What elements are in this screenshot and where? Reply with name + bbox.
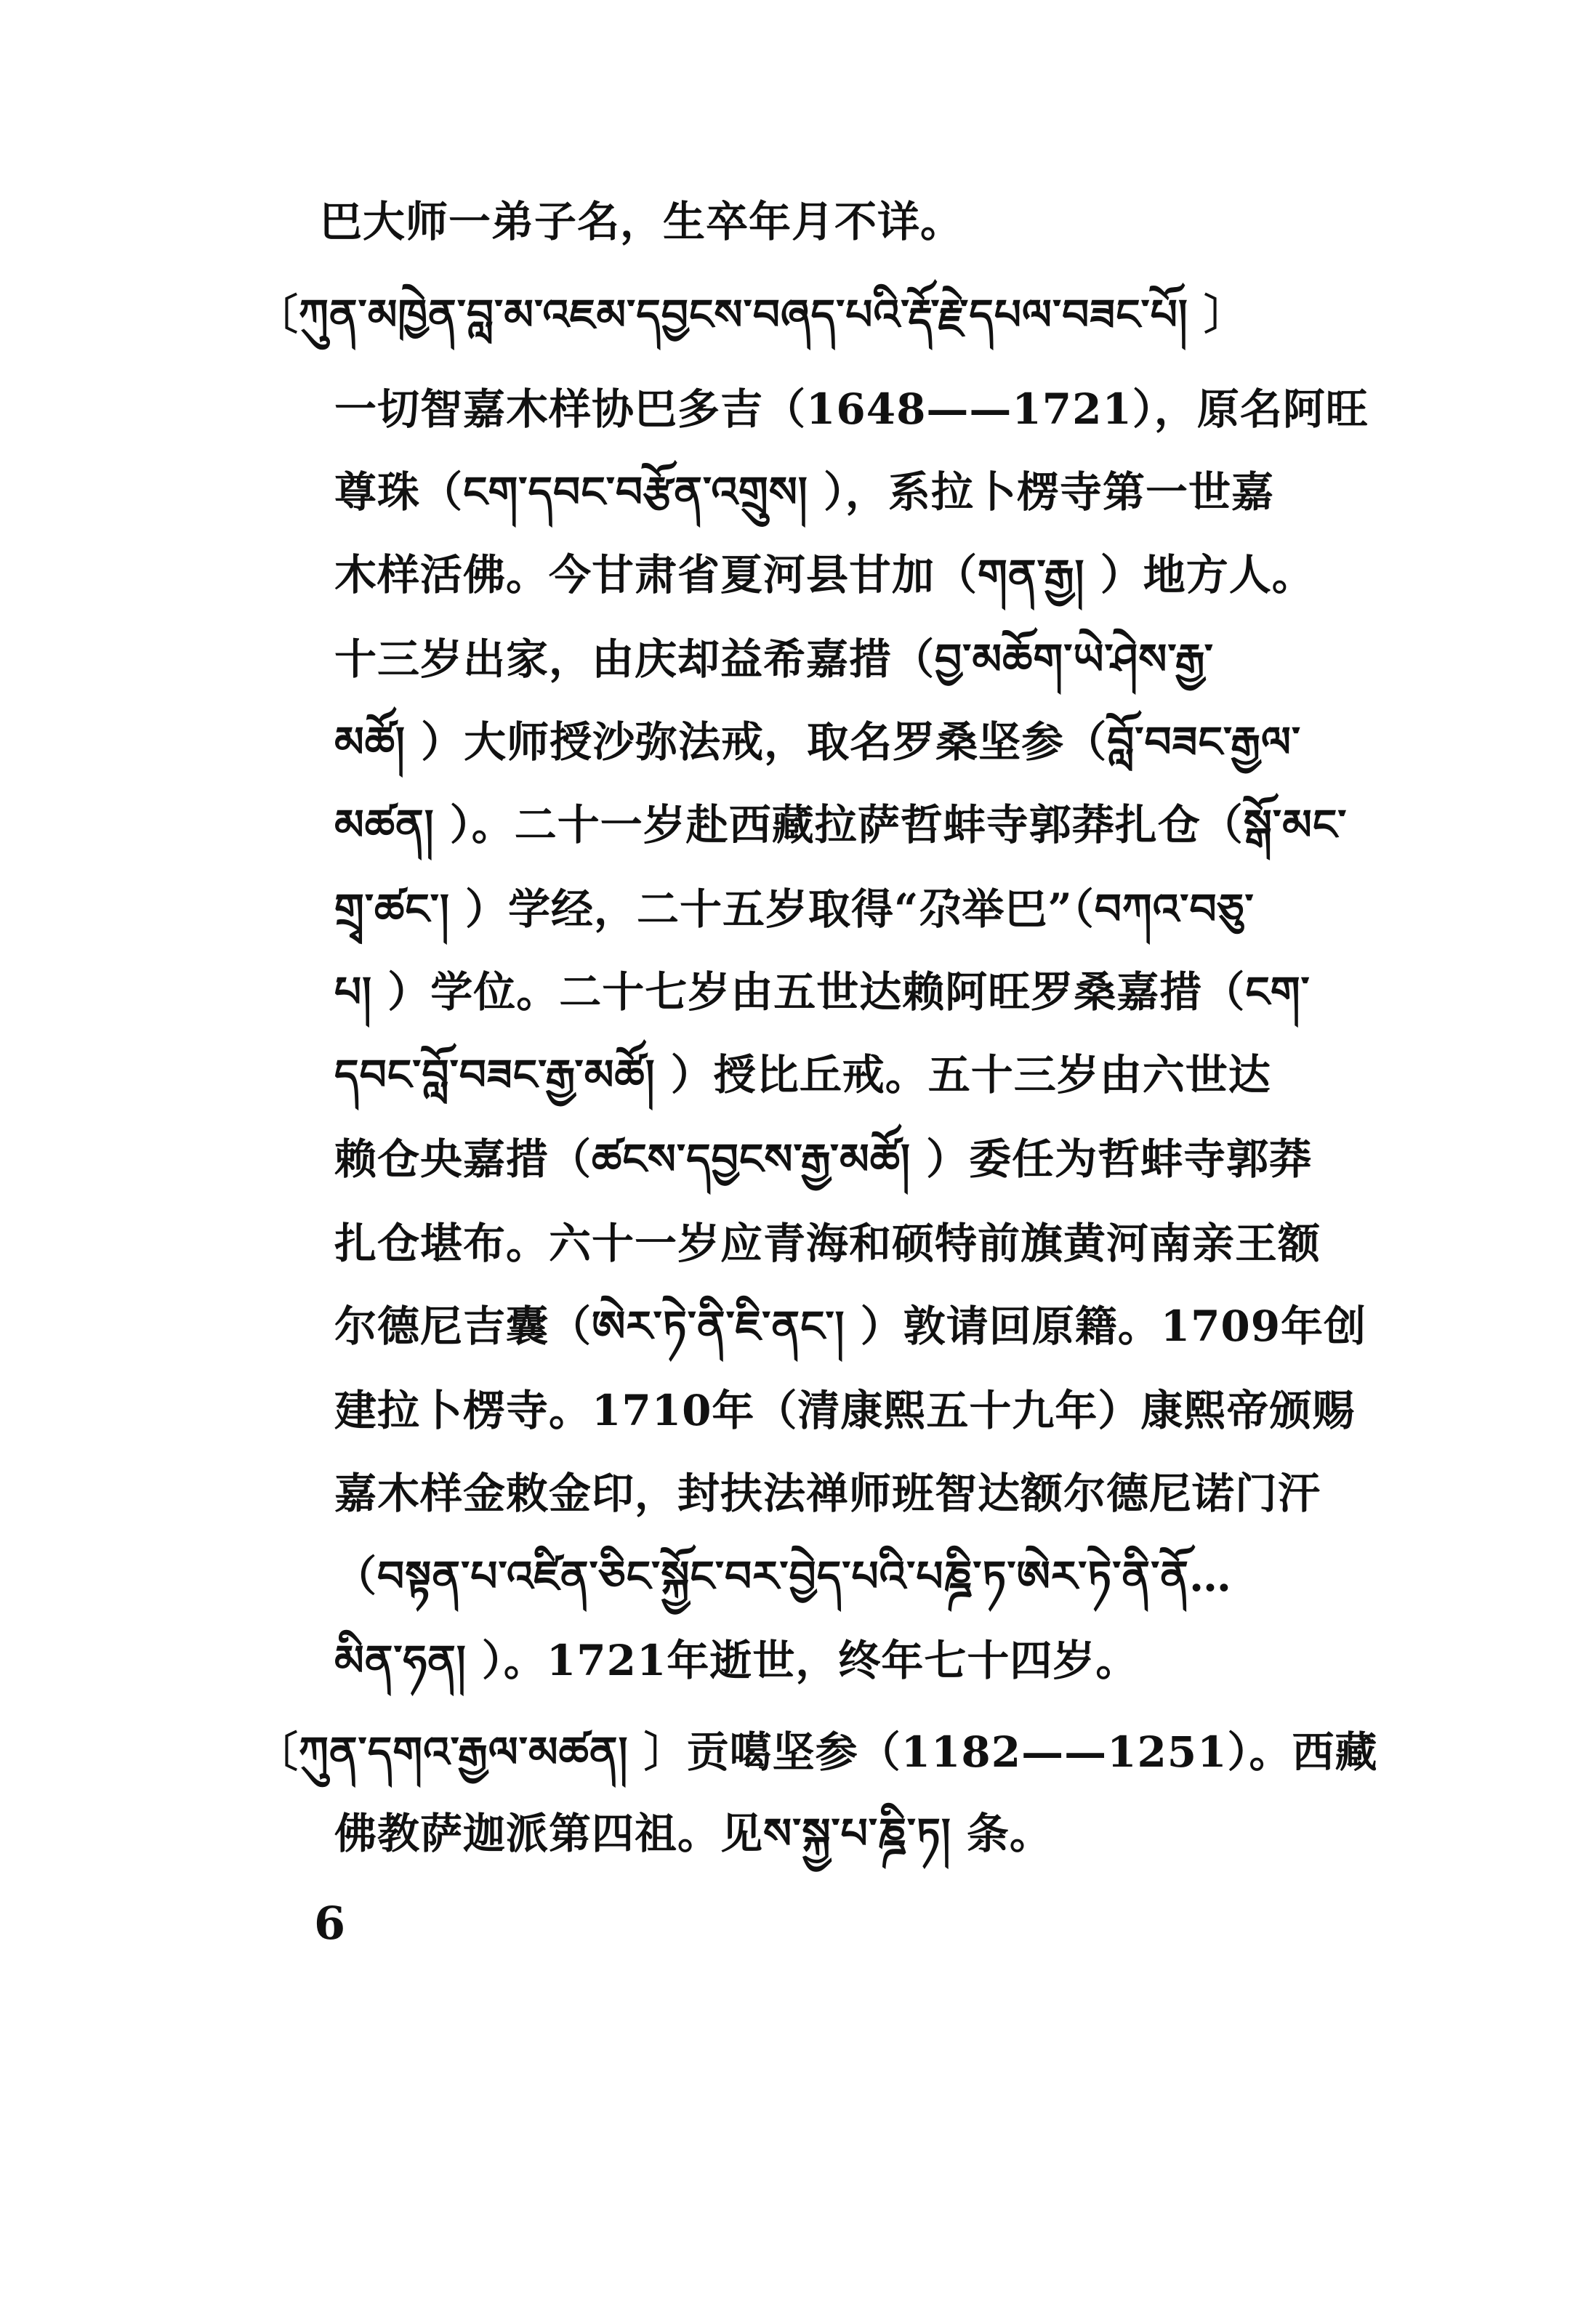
entry-heading: 〔ཀུན་མཁྱེན་བླ་མ་འཇམ་དབྱངས་བཞད་པའི་རྡོ་རྗེ་དཔལ་བཟང་པོ། 〕 (256, 290, 1247, 339)
text-line: པ། ）学位。二十七岁由五世达赖阿旺罗桑嘉措（ངག་ (334, 967, 1311, 1017)
text-line: མིན་ཧན། ）。1721年逝世，终年七十四岁。 (334, 1636, 1139, 1685)
text-line: 嘉木样金敕金印，封扶法禅师班智达额尔德尼诺门汗 (334, 1469, 1321, 1518)
text-line: 赖仓央嘉措（ཚངས་དབྱངས་རྒྱ་མཚོ། ）委任为哲蚌寺郭莽 (334, 1134, 1313, 1184)
page-number: 6 (314, 1897, 346, 1950)
text-line: （བསྟན་པ་འཛིན་ཅིང་སྐྱོང་བར་བྱེད་པའི་པཎྜི་ཏ་ཨེར་ཏེ་ནི་ནོ… (334, 1552, 1232, 1601)
text-line: 一切智嘉木样协巴多吉（1648——1721），原名阿旺 (334, 384, 1369, 434)
text-line: མཚན། ）。二十一岁赴西藏拉萨哲蚌寺郭莽扎仓（སྒོ་མང་ (334, 800, 1348, 850)
text-line: གྲྭ་ཚང་། ）学经，二十五岁取得“尕举巴”（བཀའ་བཅུ་ (334, 884, 1255, 934)
text-line: 尔德尼吉囊（ཨེར་ཏེ་ནི་ཇི་ནང་། ）敦请回原籍。1709年创 (334, 1302, 1367, 1351)
text-line: 尊珠（ངག་དབང་བརྩོན་འགྲུས། ），系拉卜楞寺第一世嘉 (334, 467, 1274, 517)
text-line: 建拉卜楞寺。1710年（清康熙五十九年）康熙帝颁赐 (334, 1386, 1356, 1435)
text-line: 木样活佛。今甘肃省夏河县甘加（གན་རྒྱ། ）地方人。 (334, 550, 1315, 600)
text-line: 扎仓堪布。六十一岁应青海和硕特前旗黄河南亲王额 (334, 1219, 1321, 1268)
text-line: མཚོ། ）大师授沙弥法戒，取名罗桑坚参（བློ་བཟང་རྒྱལ་ (334, 717, 1302, 767)
text-line: 十三岁出家，由庆却益希嘉措（བྱ་མཆོག་ཡེ་ཤེས་རྒྱ་ (334, 634, 1214, 684)
text-line: 巴大师一弟子名，生卒年月不详。 (320, 197, 964, 246)
text-line: 佛教萨迦派第四祖。见ས་སྐྱ་པ་ཎྜི་ཏ། 条。 (334, 1809, 1052, 1858)
entry-heading: 〔ཀུན་དགའ་རྒྱལ་མཚན། 〕贡噶坚参（1182——1251）。西藏 (256, 1727, 1378, 1777)
text-line: དབང་བློ་བཟང་རྒྱ་མཚོ། ）授比丘戒。五十三岁由六世达 (334, 1050, 1271, 1100)
